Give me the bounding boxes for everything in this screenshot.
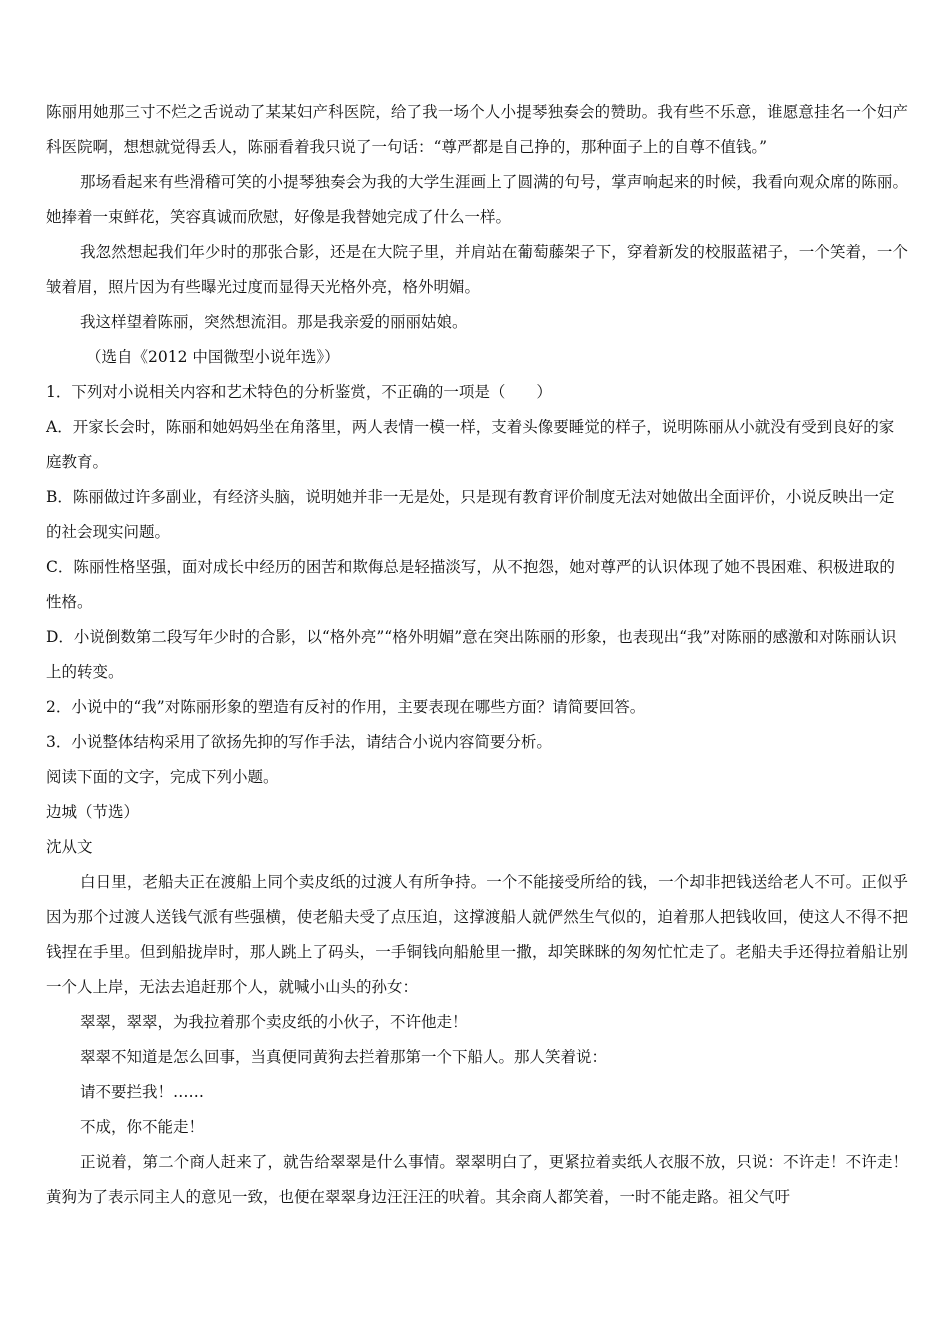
reading-instruction: 阅读下面的文字，完成下列小题。 [46,768,279,786]
story1-paragraph-1: 陈丽用她那三寸不烂之舌说动了某某妇产科医院，给了我一场个人小提琴独奏会的赞助。我有些不乐意，谁愿意挂名一个妇产科医院啊，想想就觉得丢人，陈丽看着我只说了一句话：“尊严都是自己挣的，那种面子上的自尊不值钱。” [46,103,908,156]
story1-paragraph-3: 我忽然想起我们年少时的那张合影，还是在大院子里，并肩站在葡萄藤架子下，穿着新发的校服蓝裙子，一个笑着，一个皱着眉，照片因为有些曝光过度而显得天光格外亮，格外明媚。 [46,243,908,296]
story2-title: 边城（节选） [46,803,140,821]
story2-paragraph-4: 请不要拦我！…… [80,1083,205,1101]
option-b: B．陈丽做过许多副业，有经济头脑，说明她并非一无是处，只是现有教育评价制度无法对她做出全面评价，小说反映出一定的社会现实问题。 [46,488,895,541]
story2-paragraph-3: 翠翠不知道是怎么回事，当真便同黄狗去拦着那第一个下船人。那人笑着说： [80,1048,608,1066]
story1-paragraph-4: 我这样望着陈丽，突然想流泪。那是我亲爱的丽丽姑娘。 [80,313,468,331]
story2-paragraph-6: 正说着，第二个商人赶来了，就告给翠翠是什么事情。翠翠明白了，更紧拉着卖纸人衣服不放，只说：不许走！不许走！黄狗为了表示同主人的意见一致，也便在翠翠身边汪汪汪的吠着。其余商人都笑着，一时不能走路。祖父气吁 [46,1153,908,1206]
story2-paragraph-5: 不成，你不能走！ [80,1118,205,1136]
option-c: C．陈丽性格坚强，面对成长中经历的困苦和欺侮总是轻描淡写，从不抱怨，她对尊严的认识体现了她不畏困难、积极进取的性格。 [46,558,895,611]
story1-paragraph-2: 那场看起来有些滑稽可笑的小提琴独奏会为我的大学生涯画上了圆满的句号，掌声响起来的时候，我看向观众席的陈丽。她捧着一束鲜花，笑容真诚而欣慰，好像是我替她完成了什么一样。 [46,173,908,226]
story2-author: 沈从文 [46,838,93,856]
option-a: A．开家长会时，陈丽和她妈妈坐在角落里，两人表情一模一样，支着头像要睡觉的样子，说明陈丽从小就没有受到良好的家庭教育。 [46,418,895,471]
question-2: 2．小说中的“我”对陈丽形象的塑造有反衬的作用，主要表现在哪些方面？请简要回答。 [46,698,646,716]
question-3: 3．小说整体结构采用了欲扬先抑的写作手法，请结合小说内容简要分析。 [46,733,552,751]
story2-paragraph-1: 白日里，老船夫正在渡船上同个卖皮纸的过渡人有所争持。一个不能接受所给的钱，一个却非把钱送给老人不可。正似乎因为那个过渡人送钱气派有些强横，使老船夫受了点压迫，这撑渡船人就俨然生气似的，迫着那人把钱收回，使这人不得不把钱捏在手里。但到船拢岸时，那人跳上了码头，一手铜钱向船舱里一撒，却笑眯眯的匆匆忙忙走了。老船夫手还得拉着船让别一个人上岸，无法去追赶那个人，就喊小山头的孙女： [46,873,908,996]
story1-source: （选自《2012 中国微型小说年选》） [86,348,340,366]
document-page [46,95,908,1215]
story2-paragraph-2: 翠翠，翠翠，为我拉着那个卖皮纸的小伙子，不许他走！ [80,1013,468,1031]
question-1: 1．下列对小说相关内容和艺术特色的分析鉴赏，不正确的一项是（ ） [46,383,552,401]
option-d: D．小说倒数第二段写年少时的合影，以“格外亮”“格外明媚”意在突出陈丽的形象，也表现出“我”对陈丽的感激和对陈丽认识上的转变。 [46,628,897,681]
